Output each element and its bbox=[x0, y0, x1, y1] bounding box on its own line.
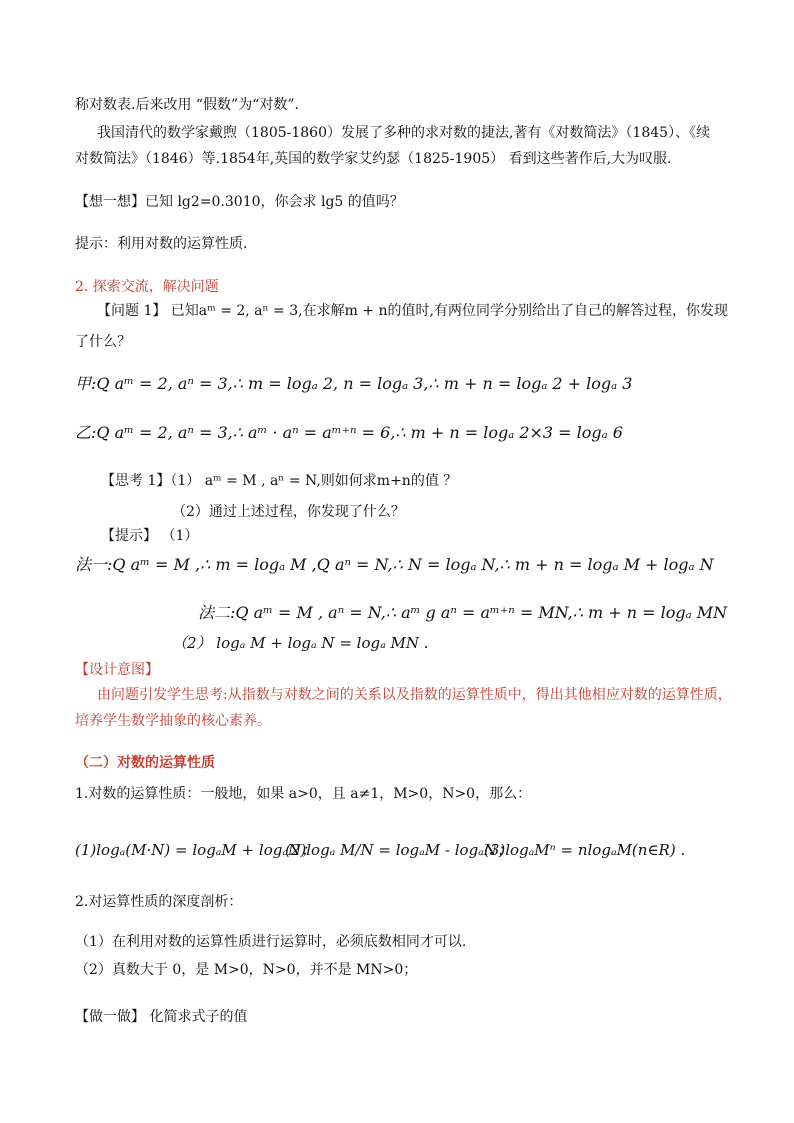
think-1: 【思考 1】（1） aᵐ = M , aⁿ = N,则如何求m+n的值 ？ bbox=[101, 473, 458, 489]
design-intent-label: 【设计意图】 bbox=[75, 662, 159, 678]
hint-part-2: （2） logₐ M + logₐ N = logₐ MN . bbox=[172, 634, 429, 652]
property-1: (1)logₐ(M·N) = logₐM + logₐN； bbox=[75, 841, 317, 859]
solution-yi: 乙:Q aᵐ = 2, aⁿ = 3,∴ aᵐ · aⁿ = aᵐ⁺ⁿ = 6,∴ m + n = logₐ 2×3 = logₐ 6 bbox=[75, 423, 623, 442]
section-heading: 2. 探索交流，解决问题 bbox=[75, 279, 219, 295]
think-1-part-2: （2）通过上述过程，你发现了什么？ bbox=[172, 504, 405, 520]
design-intent-text: 培养学生数学抽象的核心素养。 bbox=[75, 713, 271, 729]
text-line: 2.对运算性质的深度剖析： bbox=[75, 894, 243, 910]
text-line: 1.对数的运算性质：一般地，如果 a>0，且 a≠1，M>0，N>0，那么： bbox=[75, 786, 532, 802]
solution-jia: 甲:Q aᵐ = 2, aⁿ = 3,∴ m = logₐ 2, n = logₐ 3,∴ m + n = logₐ 2 + logₐ 3 bbox=[75, 374, 633, 393]
text-line: 我国清代的数学家戴煦（1805-1860）发展了多种的求对数的捷法,著有《对数简法》（1845）、《续 bbox=[97, 125, 711, 141]
text-line: 称对数表.后来改用 “假数”为“对数”. bbox=[75, 97, 299, 113]
section-title: （二）对数的运算性质 bbox=[75, 755, 215, 771]
do-it-prompt: 【做一做】 化简求式子的值 bbox=[75, 1009, 248, 1025]
text-line: （1）在利用对数的运算性质进行运算时，必须底数相同才可以. bbox=[75, 934, 467, 950]
hint-label: 【提示】 （1） bbox=[101, 528, 199, 544]
property-3: (3)logₐMⁿ = nlogₐM(n∈R) . bbox=[484, 841, 686, 859]
text-line: 了什么？ bbox=[75, 334, 131, 350]
property-2: (2)logₐ M/N = logₐM - logₐN； bbox=[285, 841, 512, 859]
question-1: 【问题 1】 已知aᵐ = 2, aⁿ = 3,在求解m + n的值时,有两位同学分别给出了自己的解答过程，你发现 bbox=[97, 303, 728, 319]
text-line: （2）真数大于 0，是 M>0，N>0，并不是 MN>0； bbox=[75, 962, 418, 978]
hint-text: 提示：利用对数的运算性质. bbox=[75, 236, 248, 252]
method-one: 法一:Q aᵐ = M ,∴ m = logₐ M ,Q aⁿ = N,∴ N = logₐ N,∴ m + n = logₐ M + logₐ N bbox=[75, 555, 714, 574]
think-prompt: 【想一想】已知 lg2=0.3010，你会求 lg5 的值吗？ bbox=[75, 194, 404, 210]
design-intent-text: 由问题引发学生思考:从指数与对数之间的关系以及指数的运算性质中，得出其他相应对数的运算性质， bbox=[97, 687, 732, 703]
text-line: 对数简法》（1846）等.1854年,英国的数学家艾约瑟（1825-1905） 看到这些著作后,大为叹服. bbox=[75, 151, 672, 167]
method-two: 法二:Q aᵐ = M , aⁿ = N,∴ aᵐ g aⁿ = aᵐ⁺ⁿ = MN,∴ m + n = logₐ MN bbox=[198, 603, 728, 622]
